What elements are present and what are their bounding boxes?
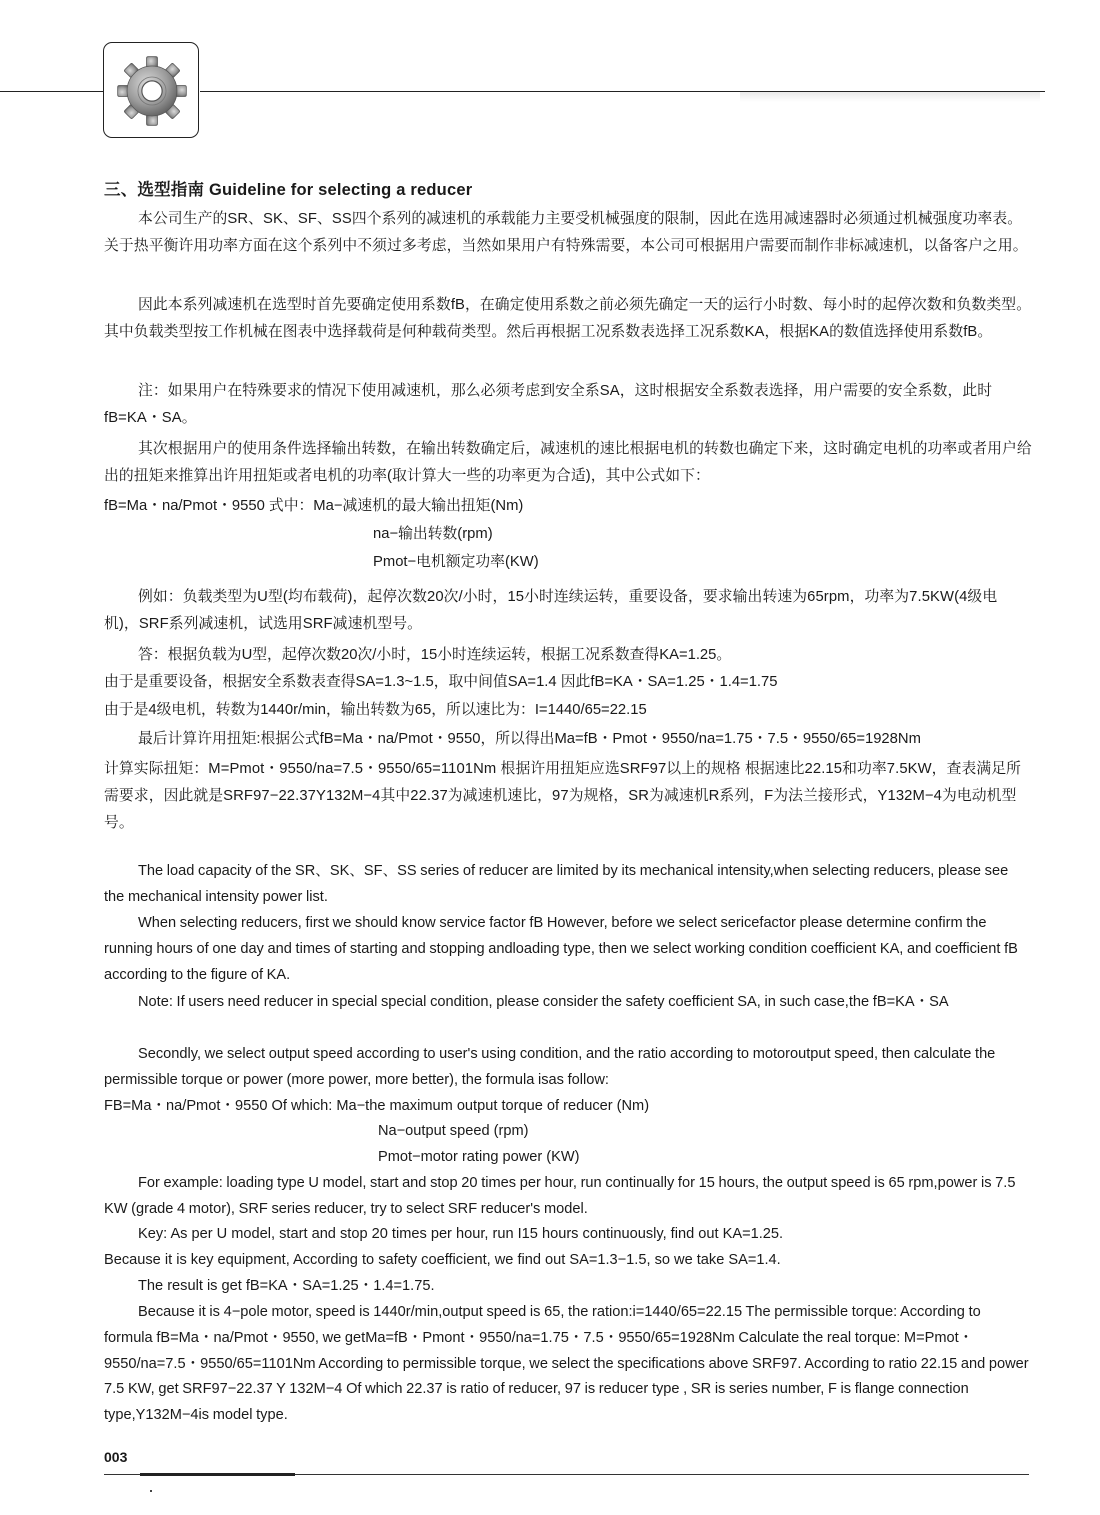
en-result: The result is get fB=KA・SA=1.25・1.4=1.75. (138, 1278, 435, 1294)
cn-permissible-torque: 最后计算许用扭矩:根据公式fB=Ma・na/Pmot・9550，所以得出Ma=fB・Pmot・9550/na=1.75・7.5・9550/65=1928Nm (138, 731, 921, 747)
cn-paragraph-example: 例如：负载类型为U型(均布载荷)，起停次数20次/小时，15小时连续运转，重要设备，要求输出转速为65rpm，功率为7.5KW(4级电机)，SRF系列减速机，试选用SRF减速机型号。 (104, 589, 998, 632)
cn-real-torque: 计算实际扭矩：M=Pmot・9550/na=7.5・9550/65=1101Nm 根据许用扭矩应选SRF97以上的规格 根据速比22.15和功率7.5KW，查表满足所需要求，因此就是SRF97−22.37Y132M−4其中22.37为减速机速比，97为规格，SR为减速机R系列，F为法兰接形式，Y132M−4为电动机型号。 (104, 761, 1022, 831)
cn-paragraph-intro: 本公司生产的SR、SK、SF、SS四个系列的减速机的承载能力主要受机械强度的限制，因此在选用减速器时必须通过机械强度功率表。关于热平衡许用功率方面在这个系列中不须过多考虑，当然如果用户有特殊需要，本公司可根据用户需要而制作非标减速机，以备客户之用。 (104, 211, 1028, 254)
cn-answer: 答：根据负载为U型，起停次数20次/小时，15小时连续运转，根据工况系数查得KA=1.25。 (138, 647, 732, 663)
en-paragraph-example: For example: loading type U model, start and stop 20 times per hour, run continually for 15 hours, the output speed is 65 rpm,power is 7.5 KW (grade 4 motor), SRF series reducer, try to select SRF reducer's model. (104, 1175, 1016, 1217)
cn-formula-na: na−输出转数(rpm) (373, 526, 493, 542)
page-number: 003 (104, 1449, 128, 1465)
footer-accent-rule (140, 1473, 295, 1476)
en-paragraph-output-speed: Secondly, we select output speed according to user's using condition, and the ratio according to motoroutput speed, then calculate the permissible torque or power (more power, more better), the formula isas follow: (104, 1046, 996, 1088)
en-paragraph-calculation: Because it is 4−pole motor, speed is 1440r/min,output speed is 65, the ration:i=1440/65=22.15 The permissible torque: According to formula fB=Ma・na/Pmot・9550, we getMa=fB・Pmont・9550/na=1.75・7.5・9550/65=1928Nm Calculate the real torque: M=Pmot・9550/na=7.5・9550/65=1101Nm According to permissible torque, we select the specifications above SRF97. According to ratio 22.15 and power 7.5 KW, get SRF97−22.37 Y 132M−4 Of which 22.37 is ratio of reducer, 97 is reducer type , SR is series number, F is flange connection type,Y132M−4is model type. (104, 1304, 1029, 1424)
cn-formula: fB=Ma・na/Pmot・9550 式中：Ma−减速机的最大输出扭矩(Nm) (104, 498, 524, 514)
header-rule-left (0, 91, 103, 92)
section-title: 三、选型指南 Guideline for selecting a reducer (104, 181, 473, 199)
en-formula-na: Na−output speed (rpm) (378, 1123, 529, 1139)
en-paragraph-service-factor: When selecting reducers, first we should know service factor fB However, before we select sericefactor please determine confirm the running hours of one day and times of starting and stopping andloading type, then we select working condition coefficient KA, and coefficient fB according to the figure of KA. (104, 915, 1018, 983)
en-formula: FB=Ma・na/Pmot・9550 Of which: Ma−the maximum output torque of reducer (Nm) (104, 1098, 650, 1114)
cn-paragraph-note: 注：如果用户在特殊要求的情况下使用减速机，那么必须考虑到安全系SA，这时根据安全系数表选择，用户需要的安全系数，此时fB=KA・SA。 (104, 383, 993, 426)
en-paragraph-intro: The load capacity of the SR、SK、SF、SS series of reducer are limited by its mechanical intensity,when selecting reducers, please see the mechanical intensity power list. (104, 863, 1009, 905)
header-shade (740, 92, 1040, 102)
footer-dot (150, 1490, 152, 1492)
en-formula-pmot: Pmot−motor rating power (KW) (378, 1149, 580, 1165)
cn-formula-pmot: Pmot−电机额定功率(KW) (373, 554, 539, 570)
logo-badge (103, 42, 199, 138)
cn-safety-factor: 由于是重要设备，根据安全系数表查得SA=1.3~1.5，取中间值SA=1.4 因此fB=KA・SA=1.25・1.4=1.75 (104, 674, 778, 690)
cn-paragraph-output-speed: 其次根据用户的使用条件选择输出转数，在输出转数确定后，减速机的速比根据电机的转数也确定下来，这时确定电机的功率或者用户给出的扭矩来推算出许用扭矩或者电机的功率(取计算大一些的功率更为合适)，其中公式如下： (104, 441, 1032, 484)
cn-paragraph-service-factor: 因此本系列减速机在选型时首先要确定使用系数fB，在确定使用系数之前必须先确定一天的运行小时数、每小时的起停次数和负数类型。其中负载类型按工作机械在图表中选择载荷是何种载荷类型。然后再根据工况系数表选择工况系数KA，根据KA的数值选择使用系数fB。 (104, 297, 1032, 340)
gear-icon (113, 52, 191, 130)
en-key: Key: As per U model, start and stop 20 times per hour, run I15 hours continuously, find out KA=1.25. (138, 1226, 784, 1242)
en-safety-factor: Because it is key equipment, According to safety coefficient, we find out SA=1.3−1.5, so we take SA=1.4. (104, 1252, 781, 1268)
en-paragraph-note: Note: If users need reducer in special special condition, please consider the safety coefficient SA, in such case,the fB=KA・SA (138, 994, 949, 1010)
cn-ratio: 由于是4级电机，转数为1440r/min，输出转数为65，所以速比为：I=1440/65=22.15 (104, 702, 647, 718)
